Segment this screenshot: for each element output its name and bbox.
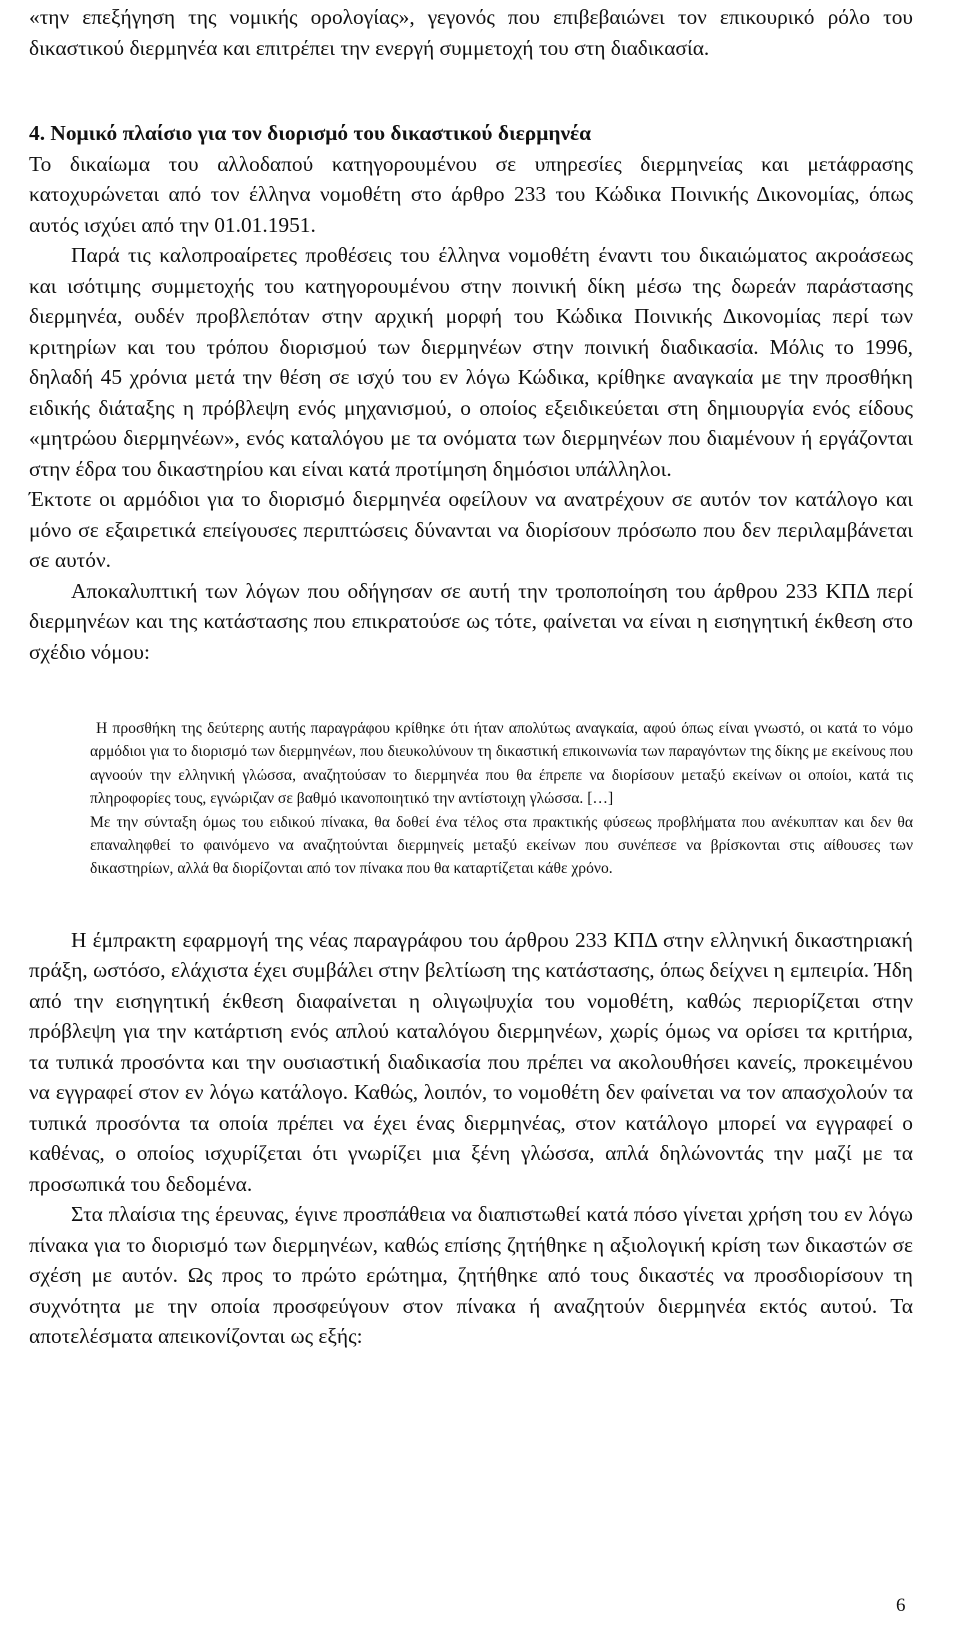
block-quote [90,717,913,881]
paragraph-6: Στα πλαίσια της έρευνας, έγινε προσπάθεια να διαπιστωθεί κατά πόσο γίνεται χρήση του εν λόγω πίνακα για το διορισμό των διερμηνέων, καθώς επίσης ζητήθηκε η αξιολογική κρίση των δικαστών σε σχέση με αυτόν. Ως προς το πρώτο ερώτημα, ζητήθηκε από τους δικαστές να προσδιορίσουν τη συχνότητα με την οποία προσφεύγουν στον πίνακα ή αναζητούν διερμηνέα εκτός αυτού. Τα αποτελέσματα απεικονίζονται ως εξής: [29,1202,913,1349]
paragraph-4: Αποκαλυπτική των λόγων που οδήγησαν σε αυτή την τροποποίηση του άρθρου 233 ΚΠΔ περί διερμηνέων και της κατάστασης που επικρατούσε ως τότε, φαίνεται να είναι η εισηγητική έκθεση στο σχέδιο νόμου: [29,578,913,664]
page-number: 6 [896,1595,906,1616]
section-heading: 4. Νομικό πλαίσιο για τον διορισμό του δικαστικού διερμηνέα [29,121,592,145]
intro-paragraph: «την επεξήγηση της νομικής ορολογίας», γεγονός που επιβεβαιώνει τον επικουρικό ρόλο του δικαστικού διερμηνέα και επιτρέπει την ενεργή συμμετοχή του στη διαδικασία. [29,5,913,60]
paragraph-5: Η έμπρακτη εφαρμογή της νέας παραγράφου του άρθρου 233 ΚΠΔ στην ελληνική δικαστηριακή πράξη, ωστόσο, ελάχιστα έχει συμβάλει στην βελτίωση της κατάστασης, όπως δείχνει η εμπειρία. Ήδη από την εισηγητική έκθεση διαφαίνεται η ολιγωψυχία του νομοθέτη, καθώς περιορίζεται στην πρόβλεψη για την κατάρτιση ενός απλού καταλόγου διερμηνέων, χωρίς όμως να ορίσει τα κριτήρια, τα τυπικά προσόντα και την ουσιαστική διαδικασία που πρέπει να ακολουθήσει κανείς, προκειμένου να εγγραφεί στον εν λόγω κατάλογο. Καθώς, λοιπόν, το νομοθέτη δεν φαίνεται να τον απασχολούν τα τυπικά προσόντα τα οποία πρέπει να έχει ένας διερμηνέας, στον κατάλογο μπορεί να εγγραφεί ο καθένας, ο οποίος ισχυρίζεται ότι γνωρίζει μια ξένη γλώσσα, απλά δηλώνοντάς την μαζί με τα προσωπικά του δεδομένα. [29,927,913,1196]
paragraph-1: Το δικαίωμα του αλλοδαπού κατηγορουμένου σε υπηρεσίες διερμηνείας και μετάφρασης κατοχυρώνεται από τον έλληνα νομοθέτη στο άρθρο 233 του Κώδικα Ποινικής Δικονομίας, όπως αυτός ισχύει από την 01.01.1951. [29,151,913,237]
quote-part-1: Η προσθήκη της δεύτερης αυτής παραγράφου κρίθηκε ότι ήταν απολύτως αναγκαία, αφού όπως είναι γνωστό, οι κατά το νόμο αρμόδιοι για το διορισμό των διερμηνέων, που διευκολύνουν τη δικαστική επικοινωνία των παραγόντων της δίκης με εκείνους που αγνοούν την ελληνική γλώσσα, αναζητούσαν το διερμηνέα που θα έπρεπε να διορίσουν μεταξύ εκείνων οι οποίοι, κατά τις πληροφορίες τους, εγνώριζαν σε βαθμό ικανοποιητικό την αντίστοιχη γλώσσα. […] [90,720,913,808]
paragraph-3: Έκτοτε οι αρμόδιοι για το διορισμό διερμηνέα οφείλουν να ανατρέχουν σε αυτόν τον κατάλογο και μόνο σε εξαιρετικά επείγουσες περιπτώσεις δύνανται να διορίσουν πρόσωπο που δεν περιλαμβάνεται σε αυτόν. [29,487,913,572]
quote-part-2: Με την σύνταξη όμως του ειδικού πίνακα, θα δοθεί ένα τέλος στα πρακτικής φύσεως προβλήματα που ανέκυπταν και δεν θα επαναληφθεί το φαινόμενο να αναζητούνται διερμηνείς μεταξύ εκείνων που συνέπεσε να βρίσκονται στις αίθουσες των δικαστηρίων, αλλά θα διορίζονται από τον πίνακα που θα καταρτίζεται κάθε χρόνο. [90,813,913,878]
document-page [29,2,913,1352]
paragraph-2: Παρά τις καλοπροαίρετες προθέσεις του έλληνα νομοθέτη έναντι του δικαιώματος ακροάσεως και ισότιμης συμμετοχής του κατηγορουμένου στην ποινική δίκη μέσω της δωρεάν παράστασης διερμηνέα, ουδέν προβλεπόταν στην αρχική μορφή του Κώδικα Ποινικής Δικονομίας περί των κριτηρίων και του τρόπου διορισμού των διερμηνέων στην ποινική διαδικασία. Μόλις το 1996, δηλαδή 45 χρόνια μετά την θέση σε ισχύ του εν λόγω Κώδικα, κρίθηκε αναγκαία με την προσθήκη ειδικής διάταξης η πρόβλεψη ενός μηχανισμού, ο οποίος εξειδικεύεται στη δημιουργία ενός είδους «μητρώου διερμηνέων», ενός καταλόγου με τα ονόματα των διερμηνέων που διαμένουν ή εργάζονται στην έδρα του δικαστηρίου και είναι κατά προτίμηση δημόσιοι υπάλληλοι. [29,243,913,481]
